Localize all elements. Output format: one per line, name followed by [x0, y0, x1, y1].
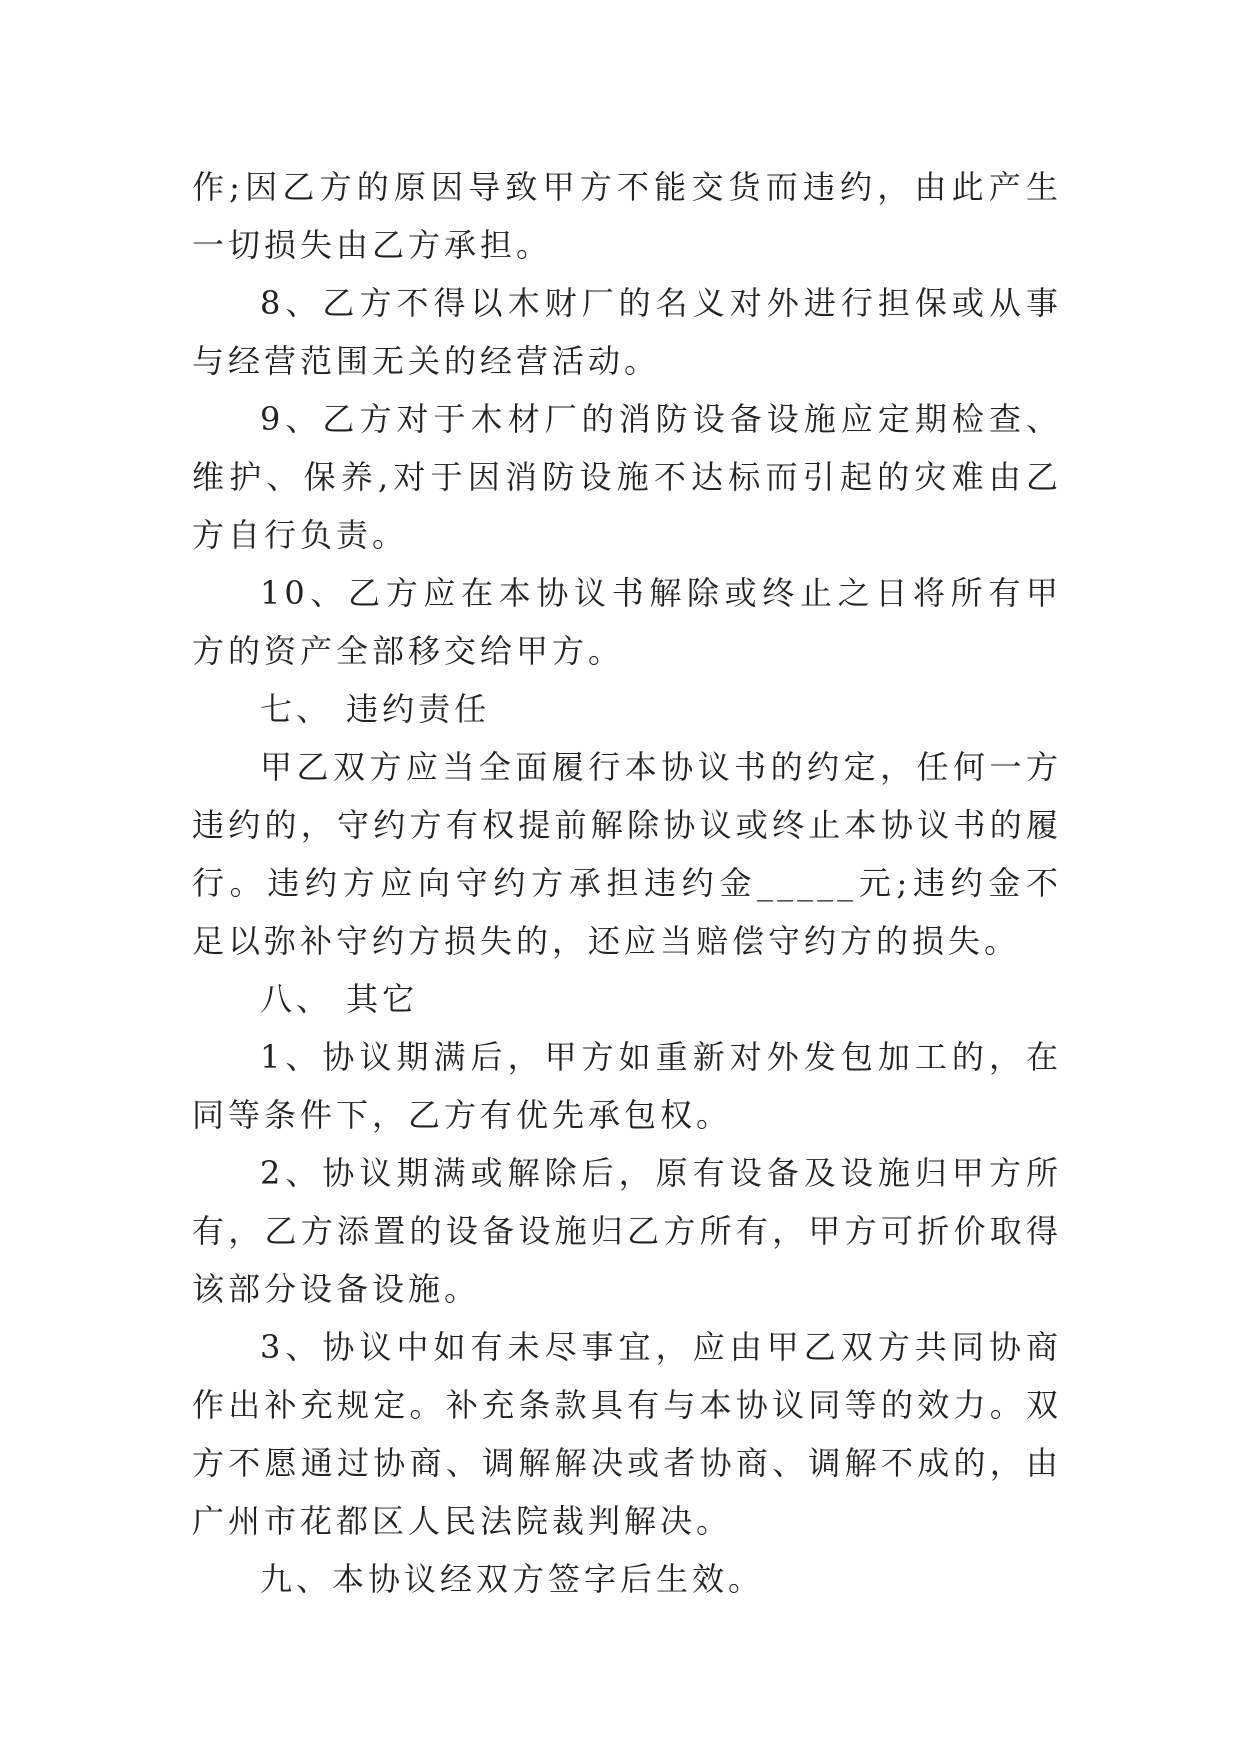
clause-10: 10、乙方应在本协议书解除或终止之日将所有甲方的资产全部移交给甲方。: [192, 574, 1062, 670]
other-clause-1: 1、协议期满后，甲方如重新对外发包加工的，在同等条件下，乙方有优先承包权。: [192, 1038, 1062, 1134]
other-clause-2: 2、协议期满或解除后，原有设备及设施归甲方所有，乙方添置的设备设施归乙方所有，甲方可折价取得该部分设备设施。: [192, 1154, 1062, 1308]
clause-8: 8、乙方不得以木财厂的名义对外进行担保或从事与经营范围无关的经营活动。: [192, 284, 1062, 380]
section-heading-breach: 七、 违约责任: [260, 690, 491, 728]
clause-9: 9、乙方对于木材厂的消防设备设施应定期检查、维护、保养,对于因消防设施不达标而引起的灾难由乙方自行负责。: [192, 400, 1062, 554]
section-heading-other: 八、 其它: [260, 980, 419, 1018]
other-clause-3: 3、协议中如有未尽事宜，应由甲乙双方共同协商作出补充规定。补充条款具有与本协议同等的效力。双方不愿通过协商、调解解决或者协商、调解不成的，由广州市花都区人民法院裁判解决。: [192, 1328, 1062, 1540]
section-effective: 九、本协议经双方签字后生效。: [260, 1560, 765, 1598]
breach-liability-text: 甲乙双方应当全面履行本协议书的约定，任何一方违约的，守约方有权提前解除协议或终止本协议书的履行。违约方应向守约方承担违约金_____元;违约金不足以弥补守约方损失的，还应当赔偿守约方的损失。: [192, 748, 1062, 960]
document-body: [192, 158, 1062, 1608]
paragraph-continuation: 作;因乙方的原因导致甲方不能交货而违约，由此产生一切损失由乙方承担。: [192, 168, 1062, 264]
